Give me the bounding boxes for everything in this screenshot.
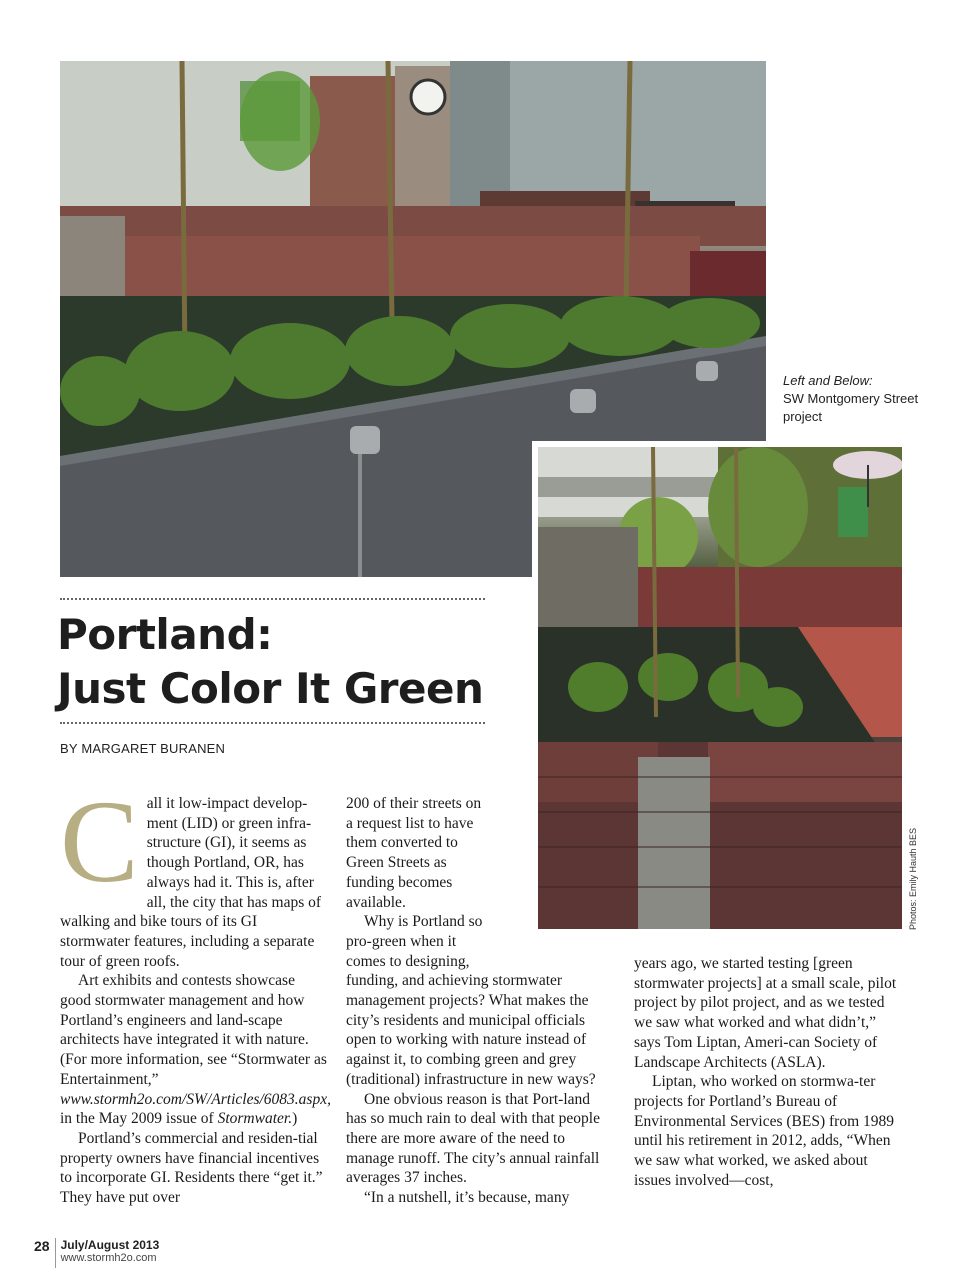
dropcap-line: ment (LID) or green infra- <box>146 814 312 832</box>
issue-info <box>61 1238 160 1264</box>
title-line-2: Just Color It Green <box>57 664 484 713</box>
publication-name: Stormwater. <box>217 1110 293 1128</box>
issue-date: July/August 2013 <box>60 1238 160 1252</box>
paragraph-text: Art exhibits and contests showcase good stormwater management and how Portland’s engineers and land-scape architects have integrated it with nature. (For more information, see “Stormwater as Entertainment,” <box>60 972 327 1088</box>
paragraph-text: funding, and achieving stormwater management projects? What makes the city’s residents and municipal officials open to working with nature instead of against it, to combing green and grey (traditional) infrastructure in new ways? <box>346 972 596 1088</box>
dropcap-line: though Portland, OR, has <box>146 854 304 872</box>
paragraph <box>60 971 331 1129</box>
body-column-1 <box>60 776 331 1208</box>
drop-cap: C <box>60 776 139 907</box>
byline: BY MARGARET BURANEN <box>60 741 226 756</box>
paragraph <box>60 776 328 971</box>
footer-divider <box>55 1238 56 1268</box>
caption-lead: Left and Below: <box>783 373 873 388</box>
dropcap-line: structure (GI), it seems as <box>146 834 307 852</box>
body-column-2 <box>346 794 614 1208</box>
paragraph-text: ) <box>292 1110 298 1128</box>
dropcap-line: all it low-impact develop- <box>146 795 308 812</box>
caption-text: SW Montgomery Street project <box>783 391 919 424</box>
photo-credit: Photos: Emily Hauth BES <box>908 827 918 930</box>
title-line-1: Portland: <box>57 610 273 659</box>
paragraph <box>346 794 614 912</box>
paragraph: “In a nutshell, it’s because, many <box>364 1189 570 1207</box>
paragraph-text: 200 of their streets on a request list to have them converted to Green Streets as funding becomes available. <box>346 795 482 911</box>
paragraph-text: in the May 2009 issue of <box>60 1110 214 1128</box>
page-number: 28 <box>34 1238 50 1254</box>
dropcap-line: always had it. This is, after <box>146 873 314 891</box>
title-bottom-rule <box>60 722 485 724</box>
paragraph: Portland’s commercial and residen-tial property owners have financial incentives to incorporate GI. Residents there “get it.” They have put over <box>60 1129 323 1207</box>
title-top-rule <box>60 598 485 600</box>
page-footer <box>34 1238 159 1268</box>
website-url[interactable]: www.stormh2o.com <box>60 1252 157 1264</box>
photo-caption <box>783 372 933 426</box>
article-title <box>57 608 497 716</box>
body-column-3 <box>634 954 902 1190</box>
paragraph: years ago, we started testing [green stormwater projects] at a small scale, pilot project by pilot project, and as we tested we saw what worked and what didn’t,” says Tom Liptan, Ameri-can Society of Landscape Architects (ASLA). <box>634 955 897 1071</box>
paragraph-text: Why is Portland so pro-green when it comes to designing, <box>346 913 483 970</box>
paragraph: Liptan, who worked on stormwa-ter projects for Portland’s Bureau of Environmental Services (BES) from 1989 until his retirement in 2012, adds, “When we saw what worked, we asked about issues involved—cost, <box>634 1073 895 1189</box>
paragraph <box>346 912 614 1089</box>
article-link[interactable]: www.stormh2o.com/SW/Articles/6083.aspx, <box>60 1090 331 1108</box>
paragraph: One obvious reason is that Port-land has so much rain to deal with that people there are more aware of the need to manage runoff. The city’s annual rainfall averages 37 inches. <box>346 1090 600 1187</box>
paragraph-text: all, the city that has maps of walking and bike tours of its GI stormwater features, including a separate tour of green roofs. <box>60 893 322 970</box>
